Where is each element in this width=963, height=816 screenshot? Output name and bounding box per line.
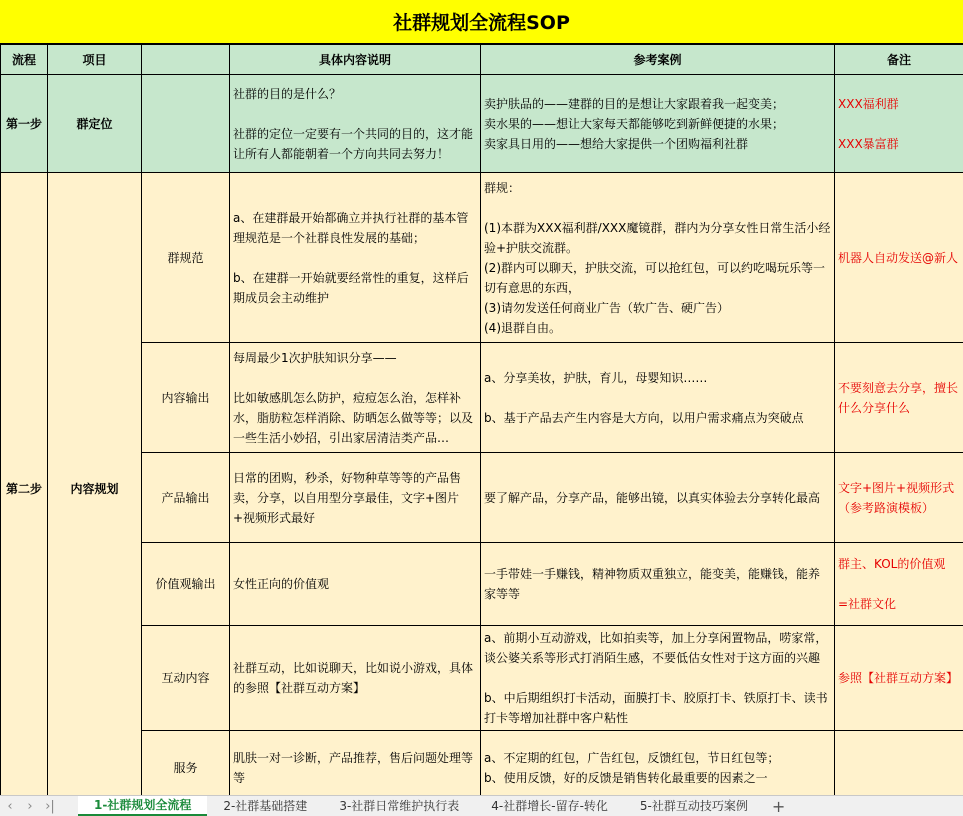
cell-flow-step2[interactable]: 第二步	[1, 173, 48, 796]
cell-desc[interactable]: 肌肤一对一诊断，产品推荐，售后问题处理等等	[230, 731, 481, 796]
table-row	[1, 543, 963, 626]
cell-desc[interactable]: a、在建群最开始都确立并执行社群的基本管理规范是一个社群良性发展的基础； b、在建群一开始就要经常性的重复，这样后期成员会主动维护	[230, 173, 481, 343]
table-row	[1, 343, 963, 453]
cell-note[interactable]: 文字+图片+视频形式（参考路演模板）	[835, 453, 963, 543]
tab-next-icon[interactable]: ›	[27, 798, 33, 814]
cell-case[interactable]: 要了解产品，分享产品，能够出镜，以真实体验去分享转化最高	[481, 453, 835, 543]
cell-desc[interactable]: 日常的团购，秒杀，好物种草等等的产品售卖，分享，以自用型分享最佳，文字+图片+视频形式最好	[230, 453, 481, 543]
table-row	[1, 731, 963, 796]
tab-sheet-4[interactable]: 4-社群增长-留存-转化	[491, 799, 608, 813]
tab-prev-icon[interactable]: ‹	[7, 798, 13, 814]
tab-sheet-1[interactable]: 1-社群规划全流程	[78, 796, 207, 816]
header-note[interactable]: 备注	[835, 45, 963, 75]
table-row	[1, 173, 963, 343]
tab-last-icon[interactable]: ›|	[45, 798, 55, 814]
header-flow[interactable]: 流程	[1, 45, 48, 75]
cell-sub[interactable]: 产品输出	[142, 453, 230, 543]
cell-note[interactable]: 机器人自动发送@新人	[835, 173, 963, 343]
cell-desc[interactable]: 每周最少1次护肤知识分享—— 比如敏感肌怎么防护，痘痘怎么治，怎样补水，脂肪粒怎样消除、防晒怎么做等等；以及一些生活小妙招，引出家居清洁类产品…	[230, 343, 481, 453]
sheet-tab-bar	[0, 795, 963, 816]
header-row	[1, 45, 963, 75]
tab-sheet-3[interactable]: 3-社群日常维护执行表	[339, 799, 460, 813]
cell-case[interactable]: 一手带娃一手赚钱，精神物质双重独立，能变美，能赚钱，能养家等等	[481, 543, 835, 626]
cell-desc-step1[interactable]: 社群的目的是什么？ 社群的定位一定要有一个共同的目的，这才能让所有人都能朝着一个方向共同去努力！	[230, 75, 481, 173]
cell-note[interactable]: 不要刻意去分享，擅长什么分享什么	[835, 343, 963, 453]
cell-item-step2[interactable]: 内容规划	[48, 173, 142, 796]
header-desc[interactable]: 具体内容说明	[230, 45, 481, 75]
cell-note[interactable]: 参照【社群互动方案】	[835, 626, 963, 731]
tab-sheet-5[interactable]: 5-社群互动技巧案例	[639, 799, 748, 813]
sop-table	[0, 44, 963, 795]
cell-note[interactable]	[835, 731, 963, 796]
cell-sub[interactable]: 互动内容	[142, 626, 230, 731]
cell-case[interactable]: a、分享美妆，护肤，育儿，母婴知识…… b、基于产品去产生内容是大方向，以用户需求痛点为突破点	[481, 343, 835, 453]
cell-sub-step1[interactable]	[142, 75, 230, 173]
cell-sub[interactable]: 服务	[142, 731, 230, 796]
header-case[interactable]: 参考案例	[481, 45, 835, 75]
cell-case[interactable]: 群规： (1)本群为XXX福利群/XXX魔镜群，群内为分享女性日常生活小经验+护肤交流群。 (2)群内可以聊天，护肤交流，可以抢红包，可以约吃喝玩乐等一切有意思的东西， (3)请勿发送任何商业广告（软广告、硬广告） (4)退群自由。	[481, 173, 835, 343]
cell-case-step1[interactable]: 卖护肤品的——建群的目的是想让大家跟着我一起变美； 卖水果的——想让大家每天都能够吃到新鲜便捷的水果； 卖家具日用的——想给大家提供一个团购福利社群	[481, 75, 835, 173]
header-blank[interactable]	[142, 45, 230, 75]
header-item[interactable]: 项目	[48, 45, 142, 75]
cell-flow-step1[interactable]: 第一步	[1, 75, 48, 173]
cell-sub[interactable]: 群规范	[142, 173, 230, 343]
table-row	[1, 75, 963, 173]
cell-item-step1[interactable]: 群定位	[48, 75, 142, 173]
cell-desc[interactable]: 女性正向的价值观	[230, 543, 481, 626]
cell-note[interactable]: 群主、KOL的价值观 =社群文化	[835, 543, 963, 626]
tab-sheet-2[interactable]: 2-社群基础搭建	[223, 799, 308, 813]
add-sheet-icon[interactable]: +	[771, 796, 786, 816]
cell-sub[interactable]: 价值观输出	[142, 543, 230, 626]
table-row	[1, 626, 963, 731]
cell-desc[interactable]: 社群互动，比如说聊天，比如说小游戏，具体的参照【社群互动方案】	[230, 626, 481, 731]
cell-note-step1[interactable]: XXX福利群 XXX暴富群	[835, 75, 963, 173]
cell-case[interactable]: a、不定期的红包，广告红包，反馈红包，节日红包等； b、使用反馈，好的反馈是销售转化最重要的因素之一	[481, 731, 835, 796]
cell-case[interactable]: a、前期小互动游戏，比如拍卖等，加上分享闲置物品，唠家常，谈公婆关系等形式打消陌生感，不要低估女性对于这方面的兴趣 b、中后期组织打卡活动，面膜打卡、胶原打卡、铁原打卡、读书打卡等增加社群中客户粘性	[481, 626, 835, 731]
cell-sub[interactable]: 内容输出	[142, 343, 230, 453]
sheet-title[interactable]: 社群规划全流程SOP	[0, 0, 963, 44]
table-row	[1, 453, 963, 543]
